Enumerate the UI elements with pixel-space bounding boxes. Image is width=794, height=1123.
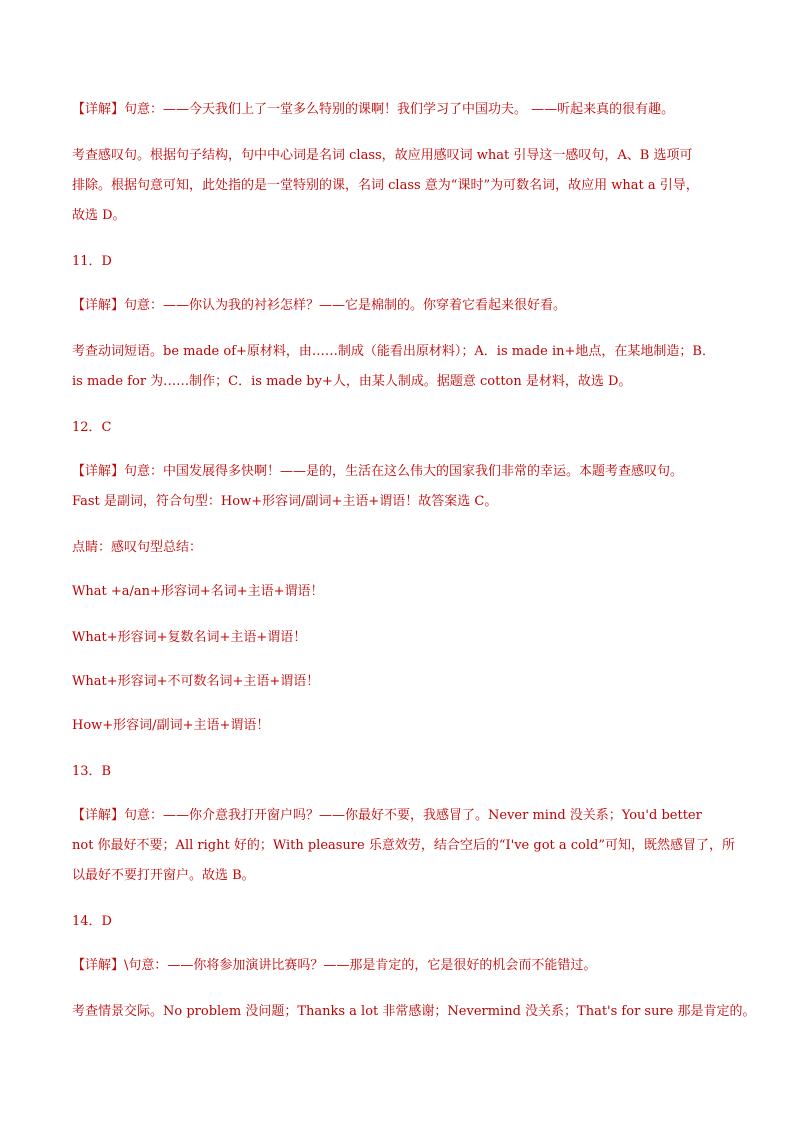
line-text: 考查动词短语。be made of+原材料，由……制成（能看出原材料）；A．is made in+地点，在某地制造；B． [72,344,715,359]
text-line [72,463,683,481]
line-text: 考查感叹句。根据句子结构，句中中心词是名词 class，故应用感叹词 what 引导这一感叹句，A、B 选项可 [72,148,693,163]
text-line [72,493,497,511]
text-line [72,673,319,691]
line-text: 排除。根据句意可知，此处指的是一堂特别的课，名词 class 意为“课时”为可数名词，故应用 what a 引导， [72,178,699,193]
line-text: not 你最好不要；All right 好的；With pleasure 乐意效劳，结合空后的“I've got a cold”可知，既然感冒了，所 [72,838,735,853]
line-text: 12．C [72,420,112,435]
text-line [72,373,631,391]
text-line [72,539,202,557]
text-line [72,101,674,119]
line-text: 句意：中国发展得多快啊！——是的，生活在这么伟大的国家我们非常的幸运。本题考查感叹句。 [124,464,684,479]
detail-tag: 【详解】 [72,102,125,117]
detail-tag: 【详解】 [72,298,125,313]
line-text: 以最好不要打开窗户。故选 B。 [72,868,255,883]
line-text: 句意：——你介意我打开窗户吗？——你最好不要，我感冒了。Never mind 没关系；You'd better [124,808,702,823]
text-line [72,807,702,825]
text-line [72,207,126,225]
text-line [72,147,692,165]
text-line [72,297,566,315]
line-text: 句意：——今天我们上了一堂多么特别的课啊！我们学习了中国功夫。 ——听起来真的很有趣。 [124,102,675,117]
text-line [72,343,715,361]
line-text: Fast 是副词，符合句型：How+形容词/副词+主语+谓语！故答案选 C。 [72,494,498,509]
line-text: is made for 为……制作；C．is made by+人，由某人制成。据题意 cotton 是材料，故选 D。 [72,374,632,389]
line-text: How+形容词/副词+主语+谓语！ [72,718,270,733]
text-line [72,177,699,195]
detail-tag: 【详解】 [72,958,125,973]
text-line [72,957,596,975]
line-text: 句意：——你认为我的衬衫怎样？——它是棉制的。你穿着它看起来很好看。 [124,298,567,313]
text-line [72,1003,756,1021]
line-text: 14．D [72,914,112,929]
text-line [72,253,112,271]
line-text: 故选 D。 [72,208,126,223]
text-line [72,913,112,931]
text-line [72,837,735,855]
detail-tag: 【详解】 [72,808,125,823]
text-line [72,629,306,647]
line-text: 13．B [72,764,112,779]
line-text: 点睛：感叹句型总结： [72,540,203,555]
line-text: 11．D [72,254,112,269]
line-text: What+形容词+不可数名词+主语+谓语！ [72,674,320,689]
detail-tag: 【详解】 [72,464,125,479]
text-line [72,717,269,735]
line-text: What +a/an+形容词+名词+主语+谓语！ [72,584,324,599]
line-text: \句意：——你将参加演讲比赛吗？——那是肯定的，它是很好的机会而不能错过。 [124,958,597,973]
text-line [72,763,111,781]
text-line [72,867,255,885]
line-text: What+形容词+复数名词+主语+谓语！ [72,630,307,645]
text-line [72,419,112,437]
text-line [72,583,324,601]
line-text: 考查情景交际。No problem 没问题；Thanks a lot 非常感谢；Nevermind 没关系；That's for sure 那是肯定的。 [72,1004,756,1019]
